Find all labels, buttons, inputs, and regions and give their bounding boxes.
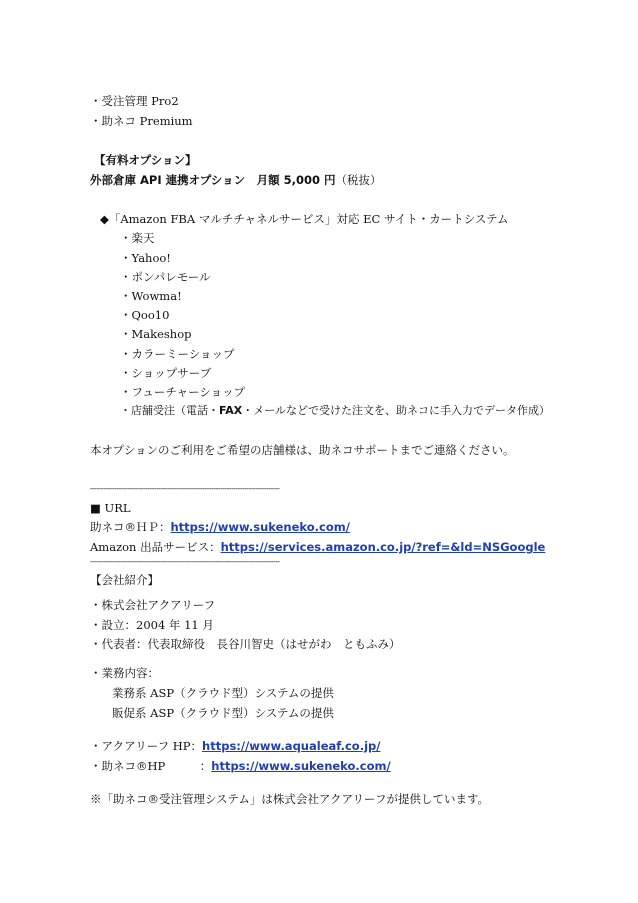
site-item: ・Wowma!: [120, 289, 182, 303]
company-name: ・株式会社アクアリーフ: [90, 598, 216, 612]
amazon-url-label: Amazon 出品サービス：: [90, 540, 221, 554]
store-order-item: [120, 403, 550, 419]
company-heading: 【会社紹介】: [90, 573, 159, 587]
business-label: ・業務内容：: [90, 666, 159, 680]
divider: --------------------------------------------------------------------------------------: [90, 484, 280, 493]
company-founded: ・設立：2004 年 11 月: [90, 618, 214, 632]
system-item-premium: ・助ネコ Premium: [90, 114, 193, 128]
store-order-prefix: ・店舗受注（電話・: [120, 404, 219, 417]
paid-option-title-text: 外部倉庫 API 連携オプション 月額 5,000 円: [90, 173, 336, 187]
tax-note: （税抜）: [335, 173, 382, 187]
sukeneko-url-line: [90, 519, 350, 535]
contact-note: 本オプションのご利用をご希望の店舗様は、助ネコサポートまでご連絡ください。: [90, 443, 515, 457]
sukeneko-hp-line: [90, 758, 391, 774]
amazon-fba-line: ◆「Amazon FBA マルチチャネルサービス」対応 EC サイト・カートシステム: [100, 212, 509, 226]
system-item-juchu: ・受注管理 Pro2: [90, 94, 179, 108]
business-item: 販促系 ASP（クラウド型）システムの提供: [112, 706, 334, 720]
site-item: ・ショップサーブ: [120, 366, 212, 380]
sukeneko-hp-link[interactable]: https://www.sukeneko.com/: [211, 759, 391, 773]
paid-option-heading: 【有料オプション】: [94, 153, 197, 167]
aqualeaf-hp-link[interactable]: https://www.aqualeaf.co.jp/: [202, 739, 381, 753]
site-item: ・Qoo10: [120, 308, 170, 322]
business-item: 業務系 ASP（クラウド型）システムの提供: [112, 686, 334, 700]
site-item: ・Makeshop: [120, 327, 192, 341]
site-item: ・Yahoo!: [120, 251, 171, 265]
sukeneko-url-link[interactable]: https://www.sukeneko.com/: [170, 520, 350, 534]
company-ceo: ・代表者：代表取締役 長谷川智史（はせがわ ともふみ）: [90, 637, 401, 651]
aqualeaf-hp-line: [90, 738, 380, 754]
amazon-url-line: [90, 539, 545, 555]
aqualeaf-hp-label: ・アクアリーフ HP：: [90, 739, 203, 753]
site-item: ・フューチャーショップ: [120, 385, 246, 399]
site-item: ・ポンパレモール: [120, 270, 211, 284]
sukeneko-url-label: 助ネコ®ＨＰ：: [90, 520, 171, 534]
url-heading: ■ URL: [90, 501, 131, 515]
sukeneko-hp-label: ・助ネコ®HP ：: [90, 759, 212, 773]
divider: --------------------------------------------------------------------------------------: [90, 557, 280, 566]
store-order-suffix: ・メールなどで受けた注文を、助ネコに手入力でデータ作成）: [242, 404, 551, 417]
amazon-url-link[interactable]: https://services.amazon.co.jp/?ref=&ld=NSGoogle: [220, 540, 546, 554]
paid-option-title: [90, 172, 381, 188]
site-item: ・カラーミーショップ: [120, 347, 235, 361]
site-item: ・楽天: [120, 231, 155, 245]
footnote: ※「助ネコ®受注管理システム」は株式会社アクアリーフが提供しています。: [90, 792, 490, 806]
store-order-fax: FAX: [219, 404, 243, 417]
